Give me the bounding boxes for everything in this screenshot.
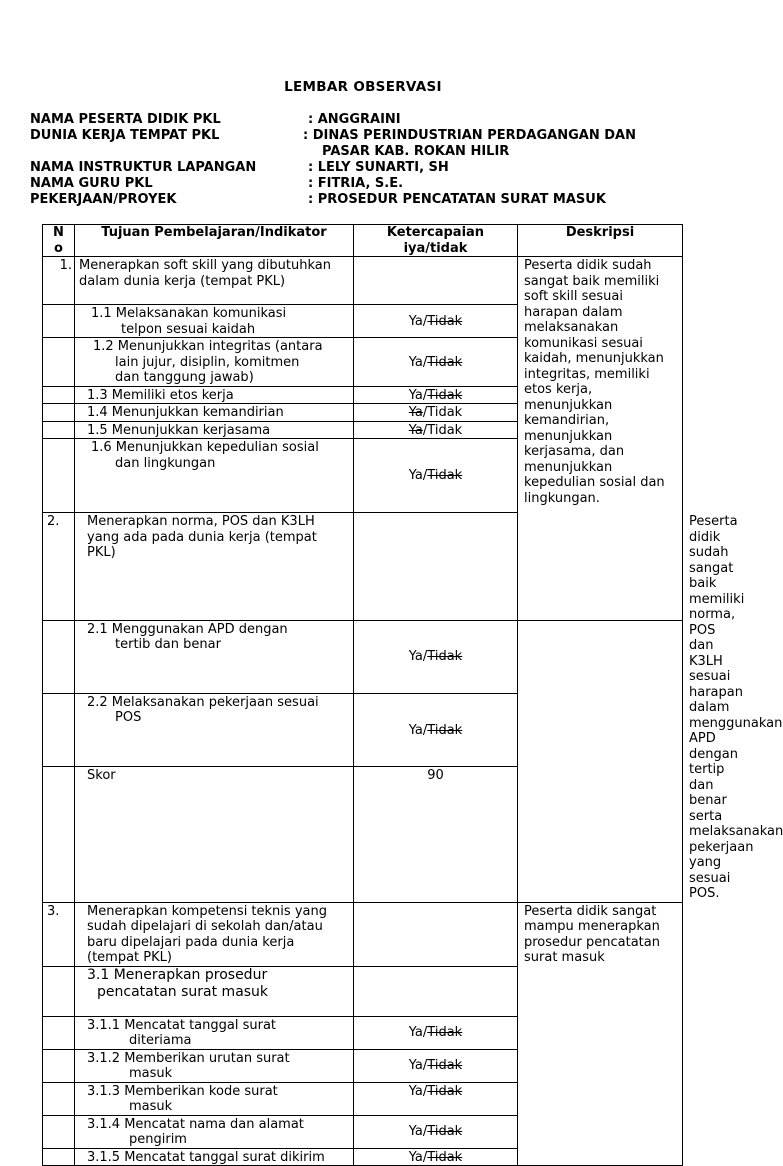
pekerjaan-value: : PROSEDUR PENCATATAN SURAT MASUK [308,192,606,207]
ya-label: Ya [408,387,423,403]
achievement-cell [354,404,518,422]
row-number-empty [43,1049,75,1082]
guru-row [30,176,730,192]
row-number-empty [43,1115,75,1148]
tidak-struck: Tidak [427,354,463,370]
indicator-text: 1.4 Menunjukkan kemandirian [75,404,354,422]
header-ketercapaian [354,225,518,257]
indicator-text [75,439,354,513]
ya-label: Ya [408,1025,423,1041]
row-number-empty [43,305,75,338]
slash: / [422,1083,428,1099]
indicator-text [75,693,354,766]
peserta-row [30,112,730,128]
achievement-cell [354,386,518,404]
slash: / [422,354,428,370]
instruktur-label: NAMA INSTRUKTUR LAPANGAN [30,160,257,175]
row-number-empty [43,620,75,693]
guru-label: NAMA GURU PKL [30,176,153,191]
achievement-cell [354,902,518,966]
indicator-line: tertib dan benar [115,637,221,653]
indicator-text [75,1016,354,1049]
tidak-struck: Tidak [427,1149,463,1165]
tidak-struck: Tidak [427,1025,463,1041]
identity-block [30,112,730,208]
slash: / [422,1124,428,1140]
ya-label: Ya [408,1083,423,1099]
indicator-text [75,1082,354,1115]
indicator-text: 3.1.5 Mencatat tanggal surat dikirim [75,1148,354,1166]
dunia-kerja-label: DUNIA KERJA TEMPAT PKL [30,128,220,143]
document-title: LEMBAR OBSERVASI [284,79,442,95]
row-number-empty [43,1016,75,1049]
tidak-struck: Tidak [427,468,463,484]
row-number: 1. [43,257,75,305]
achievement-cell [354,1049,518,1082]
indicator-line: pencatatan surat masuk [97,983,269,1000]
ya-label: Ya [408,649,423,665]
indicator-line: diteriama [129,1033,192,1048]
achievement-cell [354,1082,518,1115]
score-label: Skor [75,767,354,902]
table-row [43,693,683,766]
ya-label: Ya [408,468,423,484]
indicator-text [75,620,354,693]
achievement-cell [354,966,518,1016]
indicator-line: dan lingkungan [115,455,216,471]
indicator-line: 3.1.1 Mencatat tanggal surat [87,1017,277,1033]
indicator-line: 3.1.2 Memberikan urutan surat [87,1050,290,1066]
dunia-kerja-value-cont: PASAR KAB. ROKAN HILIR [322,144,510,159]
slash: / [422,1149,428,1165]
indicator-line: 1.1 Melaksanakan komunikasi [91,306,287,321]
indicator-line: masuk [129,1099,173,1114]
dunia-kerja-row [30,128,730,144]
observation-table [42,224,783,1166]
achievement-cell [354,421,518,439]
tidak-struck: Tidak [427,722,463,738]
indicator-text [75,1115,354,1148]
indicator-line: 2.2 Melaksanakan pekerjaan sesuai [87,694,319,710]
row-number-empty [43,767,75,902]
row-number-empty [43,421,75,439]
table-header-row [43,225,683,257]
row-number: 2. [43,513,75,621]
slash: / [422,313,428,329]
header-ketercapaian-line2: iya/tidak [403,240,468,256]
tidak-struck: Tidak [427,1124,463,1140]
pekerjaan-row [30,192,730,208]
indicator-line: POS [115,710,142,726]
tidak-struck: Tidak [427,649,463,665]
achievement-cell [354,1148,518,1166]
ya-label: Ya [408,313,423,329]
objective-text: Menerapkan norma, POS dan K3LH yang ada pada dunia kerja (tempat PKL) [75,513,354,621]
indicator-line: 3.1 Menerapkan prosedur [87,966,268,983]
tidak-label: Tidak [427,405,463,420]
ya-struck: Ya [408,422,423,438]
ya-label: Ya [408,1124,423,1140]
description-cell: Peserta didik sudah sangat baik memiliki soft skill sesuai harapan dalam melaksanakan komunikasi sesuai kaidah, menunjukkan integritas, memiliki etos kerja, menunjukkan kemandirian, menunjukkan kerjasama, dan menunjukkan kepedulian sosial dan lingkungan. [518,257,683,621]
header-no-line2: o [54,240,63,256]
row-number-empty [43,966,75,1016]
pekerjaan-label: PEKERJAAN/PROYEK [30,192,177,207]
indicator-line: telpon sesuai kaidah [121,321,256,337]
table-row [43,767,683,902]
dunia-kerja-value: : DINAS PERINDUSTRIAN PERDAGANGAN DAN [303,128,636,143]
indicator-text [75,1049,354,1082]
row-number-empty [43,693,75,766]
indicator-text [75,966,354,1016]
instruktur-row [30,160,730,176]
table-row [43,902,683,966]
indicator-line: pengirim [129,1132,187,1147]
row-number-empty [43,439,75,513]
indicator-line: 2.1 Menggunakan APD dengan [87,621,288,637]
indicator-line: 1.2 Menunjukkan integritas (antara [93,339,323,354]
instruktur-value: : LELY SUNARTI, SH [308,160,449,175]
ya-label: Ya [408,354,423,370]
achievement-cell [354,693,518,766]
slash: / [422,1025,428,1041]
row-number-empty [43,1148,75,1166]
achievement-cell [354,620,518,693]
tidak-struck: Tidak [427,387,463,403]
ya-label: Ya [408,722,423,738]
indicator-line: lain jujur, disiplin, komitmen [115,354,300,370]
row-number-empty [43,338,75,387]
header-ketercapaian-line1: Ketercapaian [386,225,485,240]
indicator-line: dan tanggung jawab) [115,370,254,385]
slash: / [422,722,428,738]
achievement-cell [354,513,518,621]
row-number-empty [43,386,75,404]
dunia-kerja-row-cont [30,144,730,160]
indicator-line: 3.1.3 Memberikan kode surat [87,1083,278,1099]
tidak-label: Tidak [427,422,463,438]
tidak-struck: Tidak [427,313,463,329]
ya-struck: Ya [408,405,423,420]
indicator-line: 1.6 Menunjukkan kepedulian sosial [91,440,319,455]
peserta-label: NAMA PESERTA DIDIK PKL [30,112,221,127]
ya-label: Ya [408,1149,423,1165]
ya-label: Ya [408,1058,423,1074]
achievement-cell [354,338,518,387]
indicator-line: masuk [129,1066,173,1081]
achievement-cell [354,305,518,338]
tidak-struck: Tidak [427,1058,463,1074]
achievement-cell [354,1115,518,1148]
objective-text: Menerapkan soft skill yang dibutuhkan dalam dunia kerja (tempat PKL) [75,257,354,305]
row-number-empty [43,404,75,422]
score-value: 90 [354,767,518,902]
indicator-text: 1.5 Menunjukkan kerjasama [75,421,354,439]
achievement-cell [354,257,518,305]
guru-value: : FITRIA, S.E. [308,176,404,191]
row-number: 3. [43,902,75,966]
indicator-text [75,338,354,387]
header-tujuan: Tujuan Pembelajaran/Indikator [75,225,354,257]
table-row: 2. Menerapkan norma, POS dan K3LH yang ada pada dunia kerja (tempat PKL) Peserta didik sudah sangat baik memiliki norma, POS dan K3LH sesuai harapan dalam menggunakan APD dengan tertip dan benar serta melaksanakan pekerjaan yang sesuai POS. [43,513,683,621]
slash: / [422,1058,428,1074]
slash: / [422,649,428,665]
achievement-cell [354,439,518,513]
slash: / [422,387,428,403]
indicator-text [75,305,354,338]
slash: / [422,405,428,420]
row-number-empty [43,1082,75,1115]
header-no-line1: N [53,225,64,240]
table-row [43,257,683,305]
objective-text: Menerapkan kompetensi teknis yang sudah dipelajari di sekolah dan/atau baru dipelajari pada dunia kerja (tempat PKL) [75,902,354,966]
header-deskripsi: Deskripsi [518,225,683,257]
description-cell: Peserta didik sangat mampu menerapkan prosedur pencatatan surat masuk [518,902,683,1166]
peserta-value: : ANGGRAINI [308,112,401,127]
slash: / [422,468,428,484]
indicator-line: 3.1.4 Mencatat nama dan alamat [87,1116,304,1132]
table-row [43,620,683,693]
header-no [43,225,75,257]
indicator-text: 1.3 Memiliki etos kerja [75,386,354,404]
tidak-struck: Tidak [427,1083,463,1099]
achievement-cell [354,1016,518,1049]
slash: / [422,422,428,438]
